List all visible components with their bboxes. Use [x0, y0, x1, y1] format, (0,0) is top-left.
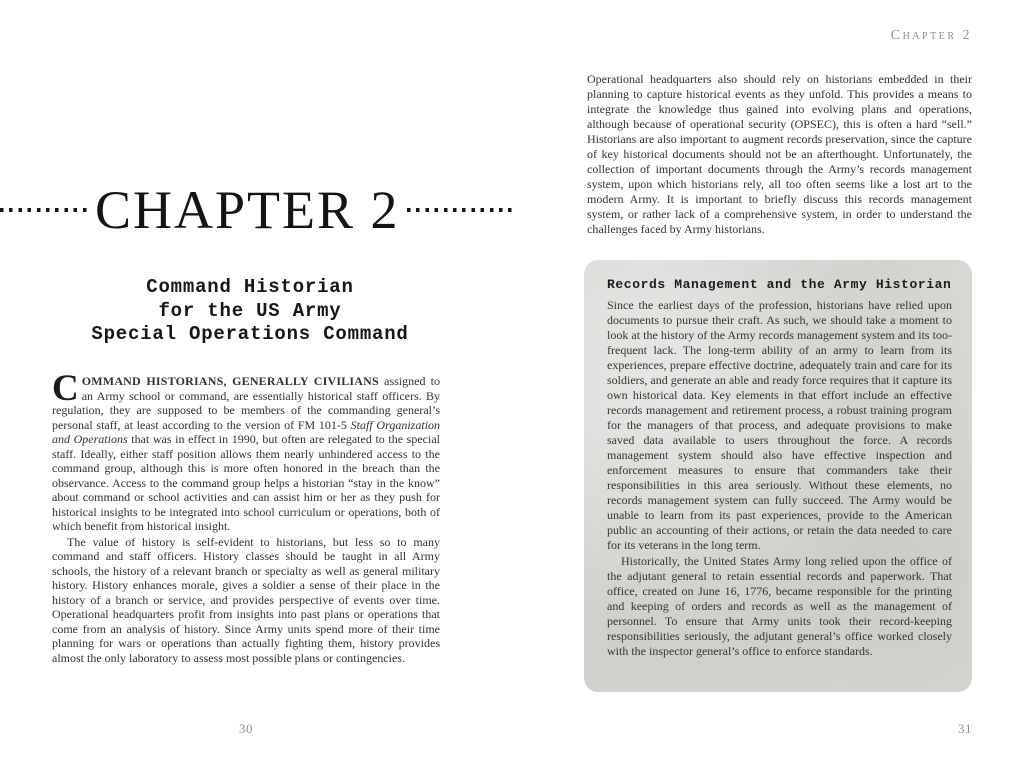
- records-box-paragraph-2: Historically, the United States Army long relied upon the office of the adjutant general to retain essential records and paperwork. That office, created on June 16, 1776, became responsible for the printing and keeping of orders and records as well as the management of personnel. To ensure that Army units took their record-keeping responsibilities seriously, the adjutant general’s office worked closely with the inspector general’s office to enforce standards.: [607, 554, 952, 658]
- chapter-subtitle-line-2: for the US Army: [158, 299, 342, 322]
- chapter-ornament-left-dots: [0, 208, 88, 212]
- right-page-paragraph: Operational headquarters also should rely on historians embedded in their planning to capture historical events as they unfold. This provides a means to integrate the knowledge thus gained into evolving plans and operations, although because of operational security (OPSEC), this is often a hard “sell.” Historians are also important to augment records preservation, since the capture of key historical documents should not be an afterthought. Unfortunately, the collection of important documents through the Army’s records management system, upon which historians rely, all too often seems like a lost art to the modern Army. It is important to briefly discuss this records management system, or rather lack of a comprehensive system, in order to understand the challenges faced by Army historians.: [587, 72, 972, 236]
- records-box-heading: Records Management and the Army Historian: [607, 277, 952, 292]
- page-number-left: 30: [239, 721, 253, 736]
- chapter-heading-row: [0, 180, 514, 240]
- chapter-subtitle-line-1: Command Historian: [146, 276, 354, 298]
- chapter-subtitle: [52, 276, 448, 347]
- records-box-paragraph-1: Since the earliest days of the profession, historians have relied upon documents to pursue their craft. As such, we should take a moment to look at the history of the Army records management system and its too-frequent lack. The long-term ability of an army to learn from its experiences, prepare effective doctrine, adequately train and care for its soldiers, and generate an able and ready force requires that it capture its own historical data. Key elements in that effort include an effective records management and retirement process, a robust training program for the managers of that process, and adequate provisions to make saved data available to users throughout the force. A records management system should also have effective inspection and enforcement measures to ensure that commanders take their responsibilities in this area seriously. Without these elements, no records management system can fully succeed. The Army would be unable to learn from its past experiences, provide to the American public an accounting of their actions, or retain the data needed to care for its veterans in the long term.: [607, 298, 952, 552]
- records-box-body: [607, 298, 952, 659]
- manual-title-italic: Staff Organization and Operations: [52, 417, 440, 446]
- running-header: Chapter 2: [890, 28, 972, 43]
- paragraph-lead-in: OMMAND HISTORIANS, GENERALLY CIVILIANS: [81, 374, 379, 388]
- intro-paragraph: [52, 368, 440, 534]
- drop-cap: C: [52, 368, 79, 409]
- left-page-body: [52, 368, 440, 665]
- intro-paragraph-text: assigned to an Army school or command, are essentially historical staff officers. By regulation, they are supposed to be members of the commanding general’s personal staff, at least according to the version of FM 101-5: [52, 374, 440, 432]
- chapter-ornament-right-dots: [407, 208, 514, 212]
- chapter-subtitle-line-3: Special Operations Command: [91, 323, 409, 345]
- chapter-title: CHAPTER 2: [95, 180, 400, 240]
- second-paragraph: The value of history is self-evident to historians, but less so to many command and staff officers. History classes should be taught in all Army schools, the history of a relevant branch or specialty as well as general military history. History enhances morale, gives a soldier a sense of their place in the history of a branch or service, and provides perspective of events over time. Operational headquarters profit from insights into past plans or operations that come from an analysis of history. Since Army units spend more of their time planning for wars or operations than actually fighting them, history provides almost the only laboratory to assess most possible plans or contingencies.: [52, 534, 440, 665]
- records-management-box: [584, 260, 972, 692]
- page-number-right: 31: [958, 721, 972, 736]
- intro-paragraph-text-continued: that was in effect in 1990, but often are relegated to the special staff. Ideally, either staff position allows them nearly unhindered access to the command group, although this is more often honored in the breach than the observance. Access to the command group helps a historian “stay in the know” about command or school activities and can assist him or her as they push for historical insights to be integrated into school curriculum or operations, both of which benefit from historical insight.: [52, 432, 440, 533]
